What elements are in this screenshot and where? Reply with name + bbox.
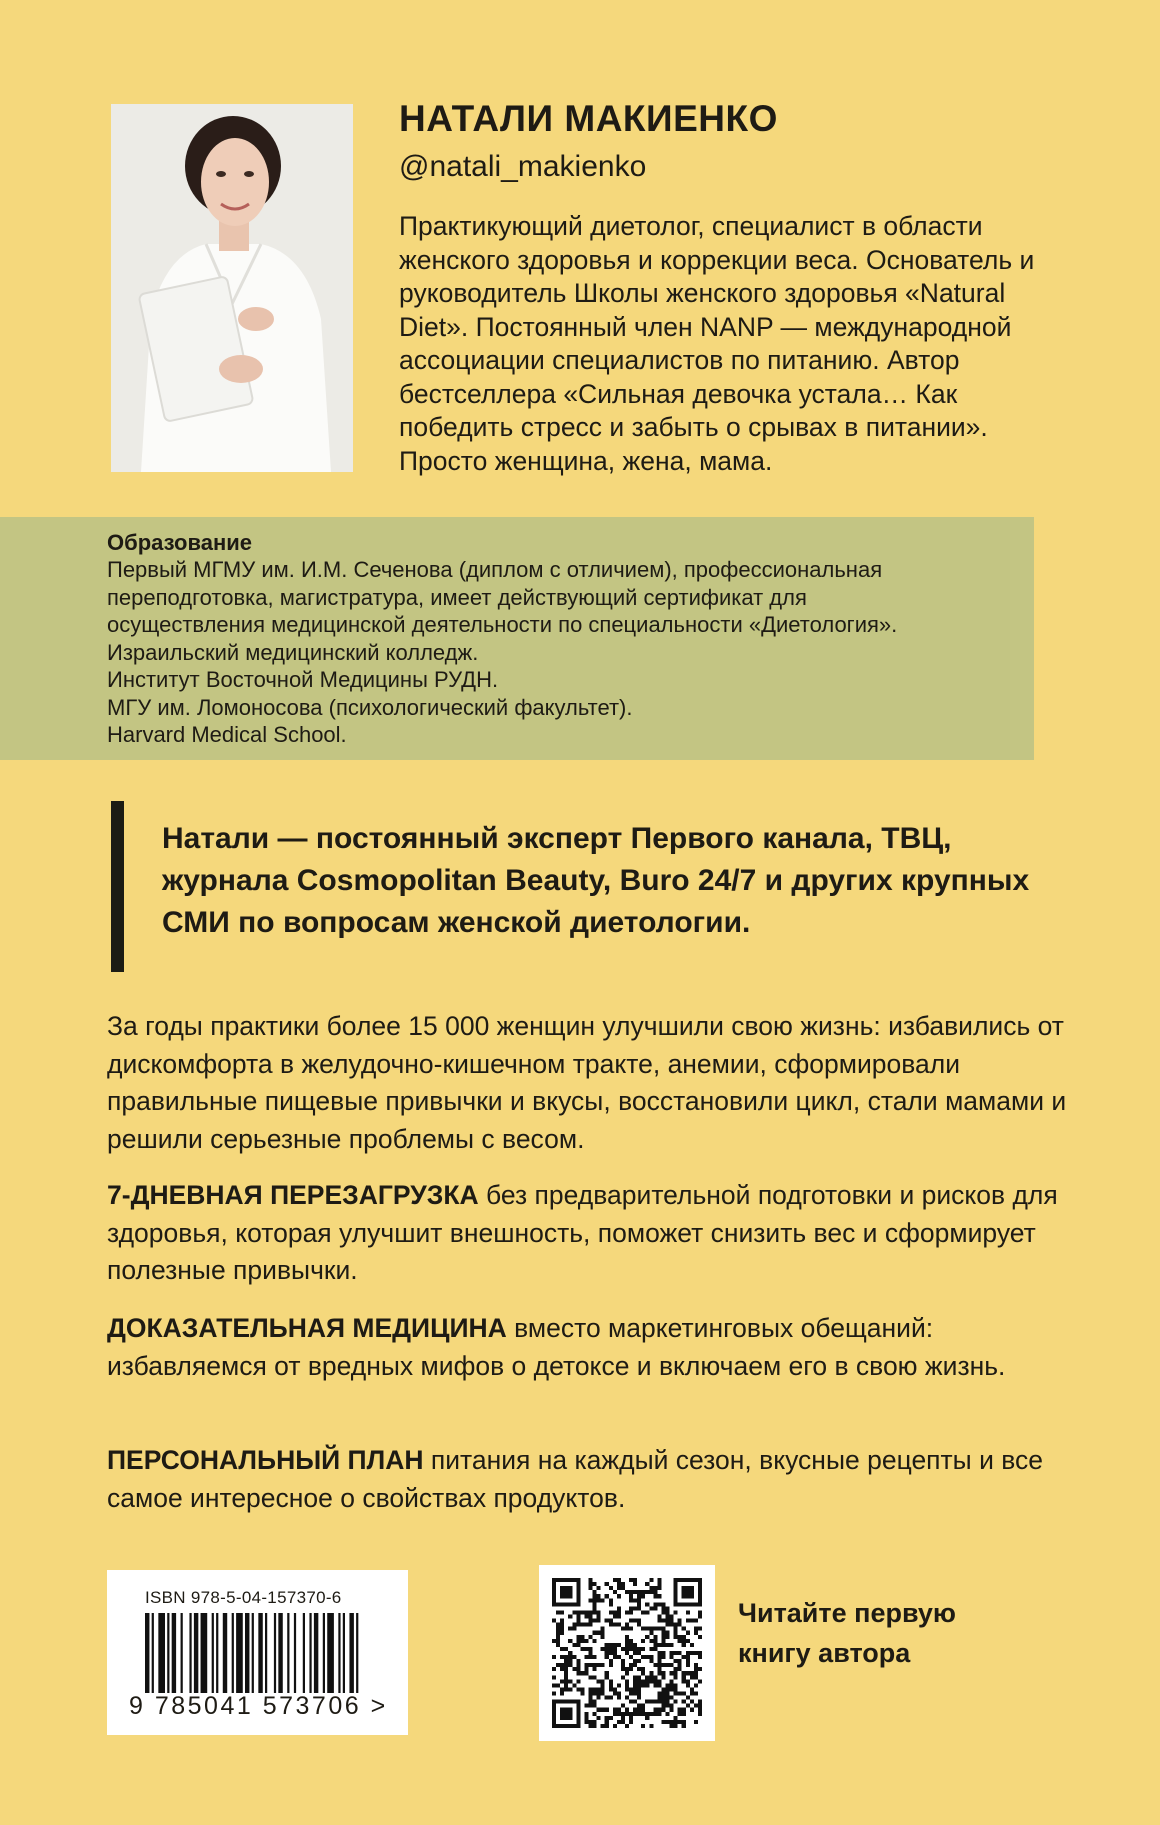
- feature-text: вместо маркетинговых обещаний: избавляемся от вредных мифов о детоксе и включаем его в свою жизнь.: [107, 1313, 1006, 1381]
- barcode-bar: [287, 1613, 289, 1693]
- qr-code-box[interactable]: [539, 1565, 715, 1741]
- isbn-digits: 9 785041 573706 >: [129, 1692, 388, 1720]
- barcode-bar: [294, 1613, 296, 1693]
- intro-paragraph: За годы практики более 15 000 женщин улучшили свою жизнь: избавились от дискомфорта в желудочно-кишечном тракте, анемии, сформировали правильные пищевые привычки и вкусы, восстановили цикл, стали мамами и решили серьезные проблемы с весом.: [107, 1011, 1067, 1154]
- barcode-bar: [236, 1613, 243, 1693]
- barcode-bar: [258, 1613, 262, 1693]
- feature-heading: 7-ДНЕВНАЯ ПЕРЕЗАГРУЗКА: [107, 1180, 479, 1210]
- author-bio: Практикующий диетолог, специалист в области женского здоровья и коррекции веса. Основатель и руководитель Школы женского здоровья «Natural Diet». Постоянный член NANP — международной ассоциации специалистов по питанию. Автор бестселлера «Сильная девочка устала… Как победить стресс и забыть о срывах в питании». Просто женщина, жена, мама.: [399, 211, 1035, 476]
- feature-paragraph: [107, 1310, 1067, 1385]
- feature-text: без предварительной подготовки и рисков для здоровья, которая улучшит внешность, поможет снизить вес и сформирует полезные привычки.: [107, 1180, 1058, 1285]
- barcode-bar: [252, 1613, 254, 1693]
- barcode-bar: [172, 1613, 176, 1693]
- barcode-bar: [245, 1613, 249, 1693]
- feature-paragraph: [107, 1442, 1067, 1517]
- barcode-bar: [338, 1613, 340, 1693]
- barcode-bar: [232, 1613, 234, 1693]
- barcode-bar: [278, 1613, 282, 1693]
- expert-quote: Натали — постоянный эксперт Первого канала, ТВЦ, журнала Cosmopolitan Beauty, Buro 24/7 и других крупных СМИ по вопросам женской диетологии.: [162, 822, 1030, 939]
- isbn-barcode-box: [107, 1570, 408, 1735]
- barcode-bar: [181, 1613, 183, 1693]
- barcode-bar: [201, 1613, 208, 1693]
- barcode-bar: [167, 1613, 169, 1693]
- education-line: осуществления медицинской деятельности по специальности «Диетология».: [107, 612, 898, 637]
- barcode: [145, 1613, 365, 1693]
- author-name: НАТАЛИ МАКИЕНКО: [399, 98, 778, 139]
- barcode-bar: [323, 1613, 325, 1693]
- barcode-bar: [223, 1613, 227, 1693]
- feature-heading: ДОКАЗАТЕЛЬНАЯ МЕДИЦИНА: [107, 1313, 507, 1343]
- feature-paragraph: [107, 1177, 1067, 1290]
- feature-text: питания на каждый сезон, вкусные рецепты и все самое интересное о свойствах продуктов.: [107, 1445, 1044, 1513]
- barcode-bar: [303, 1613, 305, 1693]
- education-line: переподготовка, магистратура, имеет действующий сертификат для: [107, 584, 807, 610]
- qr-code[interactable]: [552, 1578, 702, 1728]
- barcode-bar: [327, 1613, 334, 1693]
- education-section: [0, 517, 1034, 760]
- barcode-bar: [356, 1613, 358, 1693]
- barcode-bar: [189, 1613, 191, 1693]
- barcode-bar: [194, 1613, 198, 1693]
- barcode-bar: [349, 1613, 353, 1693]
- author-photo: [111, 104, 353, 472]
- barcode-bar: [265, 1613, 267, 1693]
- quote-bar: [111, 801, 124, 972]
- education-title: Образование: [107, 530, 252, 555]
- education-line: Израильский медицинский колледж.: [107, 639, 479, 665]
- barcode-bar: [309, 1613, 311, 1693]
- author-handle: @natali_makienko: [399, 150, 647, 183]
- barcode-bar: [343, 1613, 345, 1693]
- education-line: Первый МГМУ им. И.М. Сеченова (диплом с отличием), профессиональная: [107, 557, 883, 582]
- feature-heading: ПЕРСОНАЛЬНЫЙ ПЛАН: [107, 1445, 424, 1475]
- barcode-bar: [216, 1613, 218, 1693]
- barcode-bar: [152, 1613, 154, 1693]
- isbn-label: ISBN 978-5-04-157370-6: [145, 1588, 342, 1607]
- education-line: Институт Восточной Медицины РУДН.: [107, 667, 499, 692]
- education-line: Harvard Medical School.: [107, 722, 347, 747]
- barcode-bar: [314, 1613, 318, 1693]
- barcode-bar: [145, 1613, 149, 1693]
- qr-caption: Читайте первую книгу автора: [738, 1598, 956, 1668]
- barcode-bar: [212, 1613, 214, 1693]
- education-line: МГУ им. Ломоносова (психологический факультет).: [107, 694, 633, 720]
- barcode-bar: [274, 1613, 276, 1693]
- barcode-bar: [158, 1613, 165, 1693]
